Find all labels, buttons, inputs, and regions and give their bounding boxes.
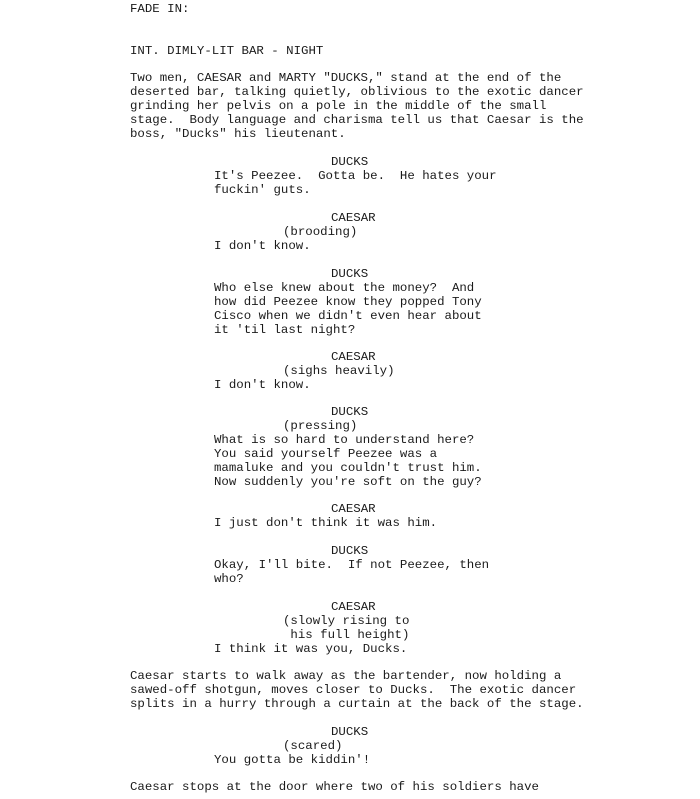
parenthetical: (slowly rising to — [283, 614, 410, 628]
character-name: DUCKS — [331, 405, 369, 419]
character-name: DUCKS — [331, 544, 369, 558]
dialogue-line: Okay, I'll bite. If not Peezee, then — [214, 558, 490, 572]
parenthetical: (scared) — [283, 739, 343, 753]
dialogue-line: What is so hard to understand here? — [214, 433, 475, 447]
character-name: CAESAR — [331, 502, 376, 516]
dialogue-line: You said yourself Peezee was a — [214, 447, 438, 461]
dialogue-line: Cisco when we didn't even hear about — [214, 309, 482, 323]
character-name: CAESAR — [331, 350, 376, 364]
parenthetical: (sighs heavily) — [283, 364, 395, 378]
dialogue-line: I just don't think it was him. — [214, 516, 438, 530]
dialogue-line: fuckin' guts. — [214, 183, 311, 197]
dialogue-line: I don't know. — [214, 239, 311, 253]
scene-heading: INT. DIMLY-LIT BAR - NIGHT — [130, 44, 324, 58]
dialogue-line: Who else knew about the money? And — [214, 281, 475, 295]
action-line: splits in a hurry through a curtain at the back of the stage. — [130, 697, 584, 711]
dialogue-line: Now suddenly you're soft on the guy? — [214, 475, 482, 489]
dialogue-line: I don't know. — [214, 378, 311, 392]
parenthetical: (brooding) — [283, 225, 358, 239]
parenthetical: (pressing) — [283, 419, 358, 433]
action-line: sawed-off shotgun, moves closer to Ducks. The exotic dancer — [130, 683, 577, 697]
dialogue-line: I think it was you, Ducks. — [214, 642, 408, 656]
character-name: CAESAR — [331, 211, 376, 225]
character-name: DUCKS — [331, 267, 369, 281]
parenthetical: his full height) — [283, 628, 410, 642]
action-line: Two men, CAESAR and MARTY "DUCKS," stand at the end of the — [130, 71, 562, 85]
dialogue-line: It's Peezee. Gotta be. He hates your — [214, 169, 497, 183]
dialogue-line: how did Peezee know they popped Tony — [214, 295, 482, 309]
action-line: grinding her pelvis on a pole in the middle of the small — [130, 99, 547, 113]
transition-fade-in: FADE IN: — [130, 2, 190, 16]
action-line: Caesar stops at the door where two of his soldiers have — [130, 780, 539, 794]
character-name: DUCKS — [331, 725, 369, 739]
action-line: deserted bar, talking quietly, oblivious to the exotic dancer — [130, 85, 584, 99]
action-line: boss, "Ducks" his lieutenant. — [130, 127, 346, 141]
dialogue-line: You gotta be kiddin'! — [214, 753, 371, 767]
dialogue-line: who? — [214, 572, 244, 586]
action-line: Caesar starts to walk away as the bartender, now holding a — [130, 669, 562, 683]
dialogue-line: mamaluke and you couldn't trust him. — [214, 461, 482, 475]
dialogue-line: it 'til last night? — [214, 323, 356, 337]
action-line: stage. Body language and charisma tell us that Caesar is the — [130, 113, 584, 127]
character-name: DUCKS — [331, 155, 369, 169]
character-name: CAESAR — [331, 600, 376, 614]
